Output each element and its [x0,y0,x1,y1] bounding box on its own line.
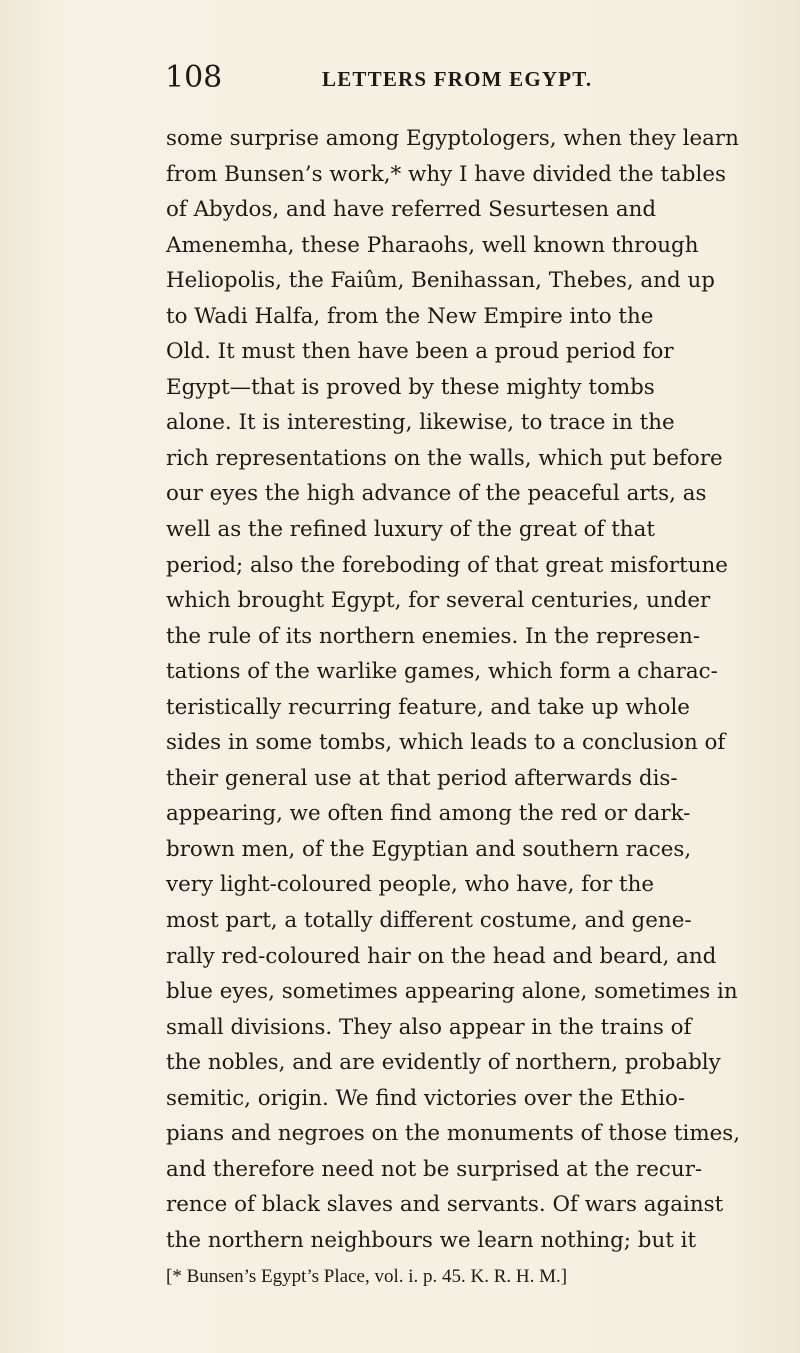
text-line: most part, a totally different costume, and gene- [166,908,692,934]
text-line: small divisions. They also appear in the trains of [166,1014,692,1040]
text-line: the northern neighbours we learn nothing; but it [166,1227,697,1253]
text-line: and therefore need not be surprised at the recur- [166,1156,703,1182]
page-header [165,58,633,108]
text-line: Heliopolis, the Faiûm, Benihassan, Thebes, and up [166,268,715,294]
text-line: tations of the warlike games, which form a charac- [166,659,718,685]
text-line: pians and negroes on the monuments of those times, [166,1121,741,1147]
text-line: brown men, of the Egyptian and southern races, [166,836,692,862]
text-line: of Abydos, and have referred Sesurtesen and [166,197,657,223]
text-line: semitic, origin. We find victories over the Ethio- [166,1085,686,1111]
text-line: alone. It is interesting, likewise, to trace in the [166,410,675,436]
text-line: Old. It must then have been a proud period for [166,339,674,365]
text-line: from Bunsen’s work,* why I have divided the tables [166,161,726,187]
page-number: 108 [165,60,223,95]
text-line: very light-coloured people, who have, for the [166,872,655,898]
text-line: the rule of its northern enemies. In the represen- [166,623,701,649]
text-line: their general use at that period afterwards dis- [166,765,678,791]
text-line: well as the refined luxury of the great of that [166,517,655,543]
text-line: appearing, we often find among the red or dark- [166,801,691,827]
running-head: LETTERS FROM EGYPT. [322,67,593,91]
text-line: some surprise among Egyptologers, when they learn [166,126,739,151]
text-line: to Wadi Halfa, from the New Empire into the [166,303,654,329]
footnote: [* Bunsen’s Egypt’s Place, vol. i. p. 45. K. R. H. M.] [166,1266,568,1287]
text-line: which brought Egypt, for several centuries, under [166,588,711,614]
text-line: teristically recurring feature, and take up whole [166,694,690,720]
text-line: rence of black slaves and servants. Of wars against [166,1192,724,1218]
text-line: our eyes the high advance of the peaceful arts, as [166,481,707,507]
text-line: sides in some tombs, which leads to a conclusion of [166,730,726,756]
text-line: the nobles, and are evidently of northern, probably [166,1050,721,1076]
body-text [166,121,741,1259]
text-line: period; also the foreboding of that great misfortune [166,552,728,578]
text-line: Egypt—that is proved by these mighty tombs [166,374,655,400]
text-line: blue eyes, sometimes appearing alone, sometimes in [166,979,738,1005]
text-line: rich representations on the walls, which put before [166,445,723,471]
text-line: rally red-coloured hair on the head and beard, and [166,943,717,969]
text-line: Amenemha, these Pharaohs, well known through [166,232,699,258]
